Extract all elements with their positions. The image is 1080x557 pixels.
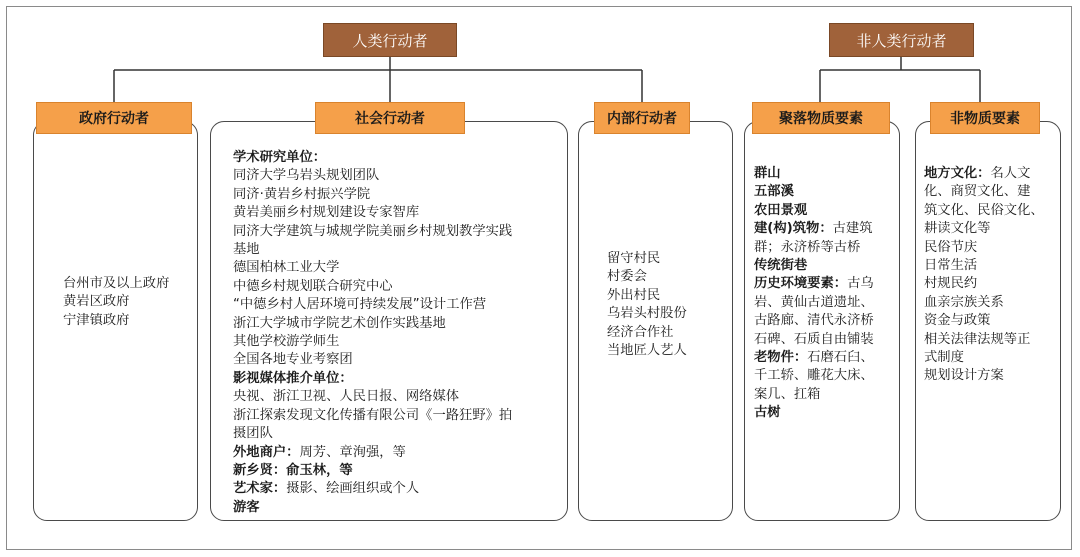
line-text: 基地 [233,242,260,258]
material-element-item [754,165,874,183]
line-heading: 外地商户： [233,444,300,460]
line-text: 耕读文化等 [924,221,991,237]
line-heading: 游客 [233,499,260,515]
line-text: 式制度 [924,350,964,366]
social-actor-item [233,333,512,351]
immaterial-element-item [924,165,1044,183]
social-actor-item [233,186,512,204]
immaterial-element-item [924,239,1044,257]
line-text: 血亲宗族关系 [924,294,1004,310]
material-element-item [754,367,874,385]
gov-actor-item: 宁津镇政府 [63,312,130,328]
social-actor-item [233,315,512,333]
gov-actors-label: 政府行动者 [36,102,192,134]
material-element-item [754,202,874,220]
social-actor-item [233,204,512,222]
line-heading: 艺术家： [233,481,287,497]
line-heading: 历史环境要素： [754,276,848,292]
material-element-item [754,220,874,238]
line-text: 周芳、章洵强，等 [299,444,406,460]
material-element-item [754,275,874,293]
line-text: 石碑、石质自由铺装 [754,331,874,347]
line-text: 化、商贸文化、建 [924,184,1031,200]
social-actor-item [233,388,512,406]
social-actor-item [233,462,512,480]
line-text: 同济大学建筑与城规学院美丽乡村规划教学实践 [233,223,513,239]
immaterial-element-item [924,367,1044,385]
internal-actor-item: 留守村民 [607,251,661,266]
immaterial-element-item [924,294,1044,312]
line-heading: 老物件： [754,350,808,366]
line-heading: 影视媒体推介单位： [233,370,353,386]
human-actors-label: 人类行动者 [323,23,457,57]
line-text: 案几、扛箱 [754,386,821,402]
material-element-item [754,257,874,275]
social-actor-item [233,351,512,369]
line-text: 规划设计方案 [924,368,1004,384]
material-element-item [754,404,874,422]
immaterial-element-item [924,312,1044,330]
line-text: 名人文 [990,166,1031,181]
line-heading: 五部溪 [754,184,794,200]
line-text: 德国柏林工业大学 [233,260,340,276]
gov-actors-box [33,121,198,521]
line-text: “中德乡村人居环境可持续发展”设计工作营 [233,297,487,313]
line-text: 黄岩美丽乡村规划建设专家智库 [233,205,420,221]
line-text: 全国各地专业考察团 [233,352,353,368]
line-text: 同济大学乌岩头规划团队 [233,168,380,184]
line-text: 村规民约 [924,276,978,292]
social-actor-item [233,480,512,498]
internal-actors-box [578,121,733,521]
social-actors-box [210,121,568,521]
line-text: 资金与政策 [924,313,991,329]
immaterial-element-item [924,202,1044,220]
material-element-item [754,312,874,330]
material-elements-label: 聚落物质要素 [752,102,890,134]
immaterial-element-item [924,331,1044,349]
line-text: 央视、浙江卫视、人民日报、网络媒体 [233,389,460,405]
gov-actor-item: 黄岩区政府 [63,294,130,310]
internal-actor-item: 当地匠人艺人 [607,343,687,359]
line-heading: 地方文化： [924,166,991,181]
social-actor-item [233,259,512,277]
line-text: 千工轿、雕花大床、 [754,368,874,384]
social-actor-item [233,149,512,167]
social-actor-item [233,223,512,241]
material-element-item [754,349,874,367]
internal-actors-label: 内部行动者 [594,102,690,134]
social-actor-item [233,278,512,296]
material-element-item [754,239,874,257]
material-element-item [754,386,874,404]
line-heading: 新乡贤：俞玉林，等 [233,462,353,478]
line-heading: 学术研究单位： [233,150,327,165]
nonhuman-actors-label: 非人类行动者 [829,23,974,57]
internal-actor-item: 乌岩头村股份 [607,306,687,322]
line-text: 石磨石臼、 [807,350,874,366]
line-text: 其他学校游学师生 [233,334,340,350]
social-actor-item [233,444,512,462]
line-text: 群；永济桥等古桥 [754,239,861,255]
material-element-item [754,183,874,201]
line-text: 浙江大学城市学院艺术创作实践基地 [233,315,446,331]
gov-actor-item: 台州市及以上政府 [63,276,170,291]
line-text: 古建筑 [832,221,873,237]
social-actor-item [233,425,512,443]
line-text: 浙江探索发现文化传播有限公司《一路狂野》拍 [233,407,513,423]
line-text: 筑文化、民俗文化、 [924,202,1044,218]
line-text: 同济·黄岩乡村振兴学院 [233,186,371,202]
immaterial-elements-box [915,121,1061,521]
internal-actor-item: 村委会 [607,269,647,285]
social-actor-item [233,296,512,314]
line-text: 中德乡村规划联合研究中心 [233,278,393,294]
material-elements-box [744,121,900,521]
line-heading: 建(构)筑物： [754,221,833,237]
immaterial-element-item [924,349,1044,367]
line-text: 摄团队 [233,426,273,442]
immaterial-element-item [924,275,1044,293]
social-actors-label: 社会行动者 [315,102,465,134]
line-heading: 传统街巷 [754,258,808,274]
line-heading: 古树 [754,405,781,421]
social-actor-item [233,370,512,388]
immaterial-elements-label: 非物质要素 [930,102,1040,134]
line-heading: 农田景观 [754,202,808,218]
line-text: 日常生活 [924,258,978,274]
internal-actor-item: 经济合作社 [607,324,674,340]
social-actor-item [233,241,512,259]
line-text: 古路廊、清代永济桥 [754,313,874,329]
line-text: 摄影、绘画组织或个人 [286,481,420,497]
line-text: 相关法律法规等正 [924,331,1031,347]
material-element-item [754,294,874,312]
social-actor-item [233,499,512,517]
material-element-item [754,331,874,349]
internal-actor-item: 外出村民 [607,287,661,303]
immaterial-element-item [924,220,1044,238]
line-text: 岩、黄仙古道遗址、 [754,294,874,310]
immaterial-element-item [924,257,1044,275]
social-actor-item [233,167,512,185]
social-actor-item [233,407,512,425]
line-text: 古乌 [847,276,874,292]
immaterial-element-item [924,183,1044,201]
line-text: 民俗节庆 [924,239,978,255]
line-heading: 群山 [754,166,781,181]
